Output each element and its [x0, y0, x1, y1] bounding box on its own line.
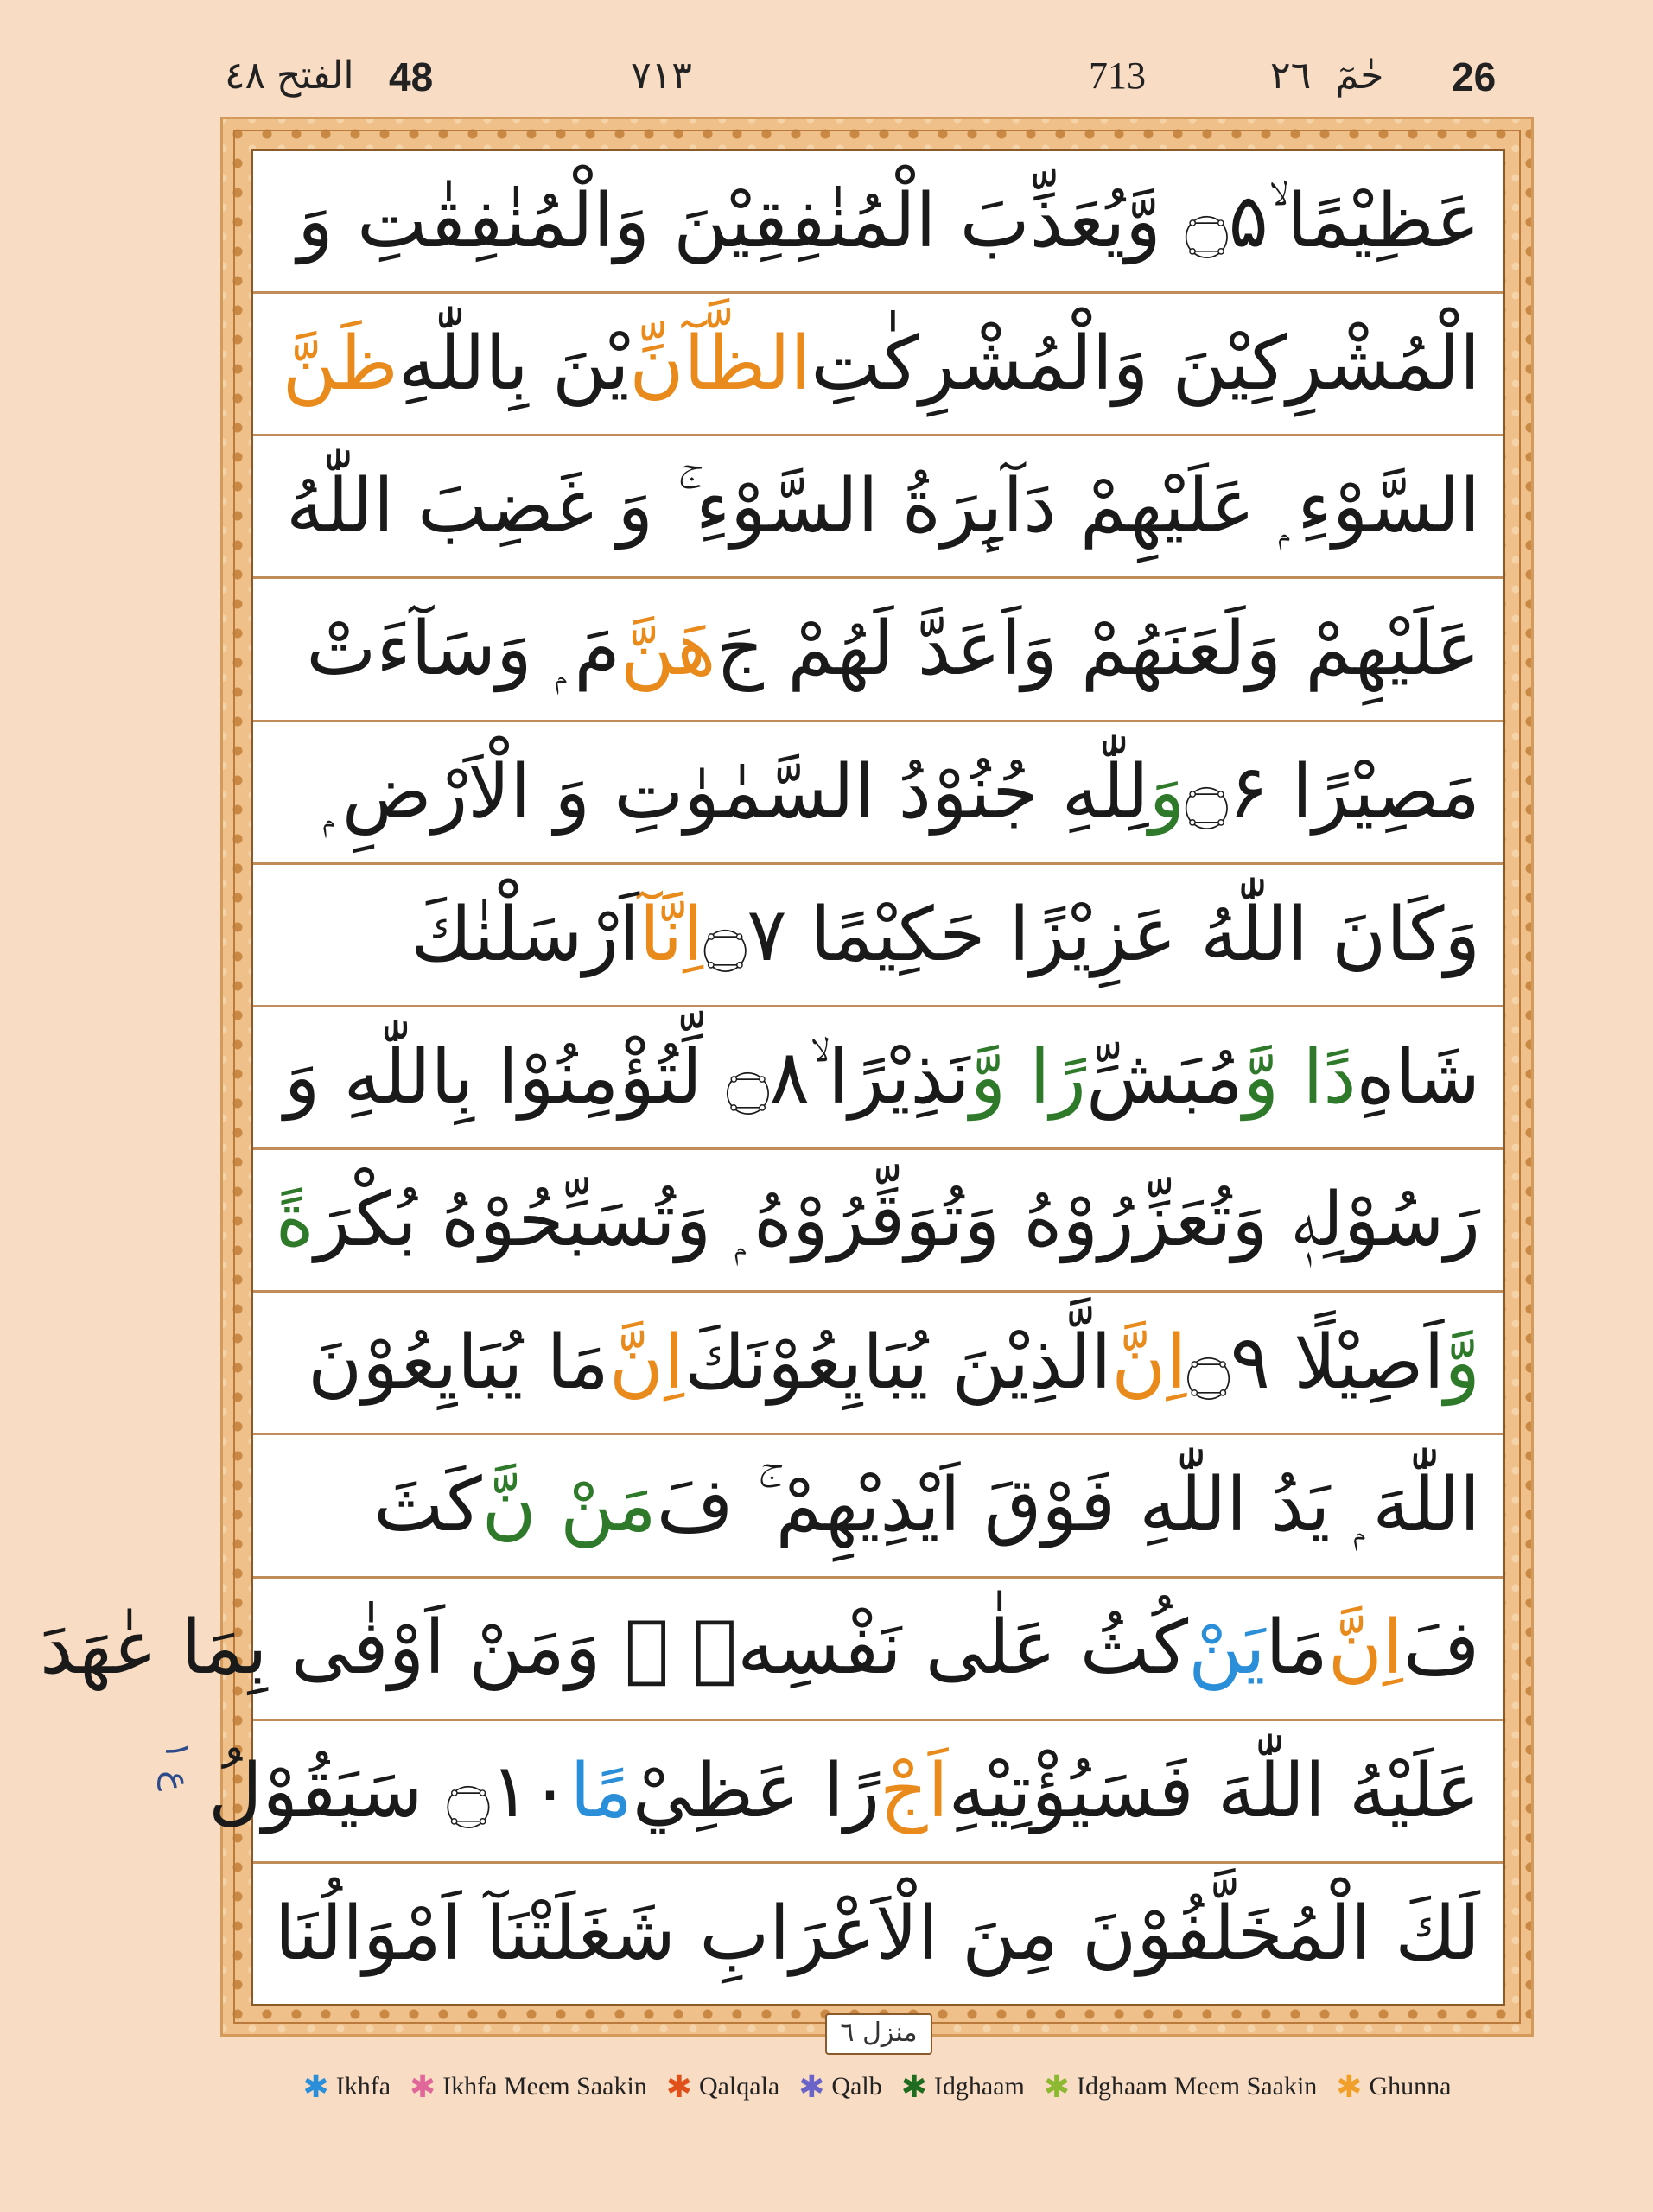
legend-label: Ikhfa Meem Saakin [442, 2072, 647, 2101]
text-segment: اِنَّ [1111, 1319, 1187, 1407]
text-segment: مَا يُبَايِعُوْنَ [308, 1319, 609, 1407]
text-segment: يْنَ بِاللّٰهِ [397, 321, 630, 408]
text-segment: فَ [1402, 1605, 1480, 1692]
text-segment: وَّ [1444, 1319, 1480, 1407]
text-segment: مَا [1265, 1605, 1328, 1692]
text-line [253, 1007, 1503, 1150]
legend-star-icon: ✱ [900, 2069, 927, 2104]
text-segment: دًا وَّ [1243, 1033, 1357, 1121]
text-line [253, 294, 1503, 436]
text-segment: عَلَيْهِمْ وَلَعَنَهُمْ وَاَعَدَّ لَهُمْ جَ [715, 606, 1480, 693]
legend-star-icon: ✱ [798, 2069, 825, 2104]
text-segment: اِنَّ [608, 1319, 684, 1407]
juz-number: 26 [1452, 54, 1497, 99]
legend-label: Idghaam [933, 2072, 1025, 2101]
text-segment: اَرْسَلْنٰكَ [410, 891, 639, 978]
juz-name-ar: حٰمٓ [1335, 54, 1384, 98]
legend-star-icon: ✱ [410, 2069, 436, 2104]
text-segment: مُبَشِّ [1085, 1033, 1243, 1121]
legend-star-icon: ✱ [665, 2069, 692, 2104]
legend-item [798, 2071, 882, 2102]
text-segment: عَلَيْهُ اللّٰهَ فَسَيُؤْتِيْهِ [948, 1747, 1480, 1834]
text-segment: الظَّآنِّ [629, 321, 811, 408]
text-segment: اَصِيْلًا ۝۹ [1186, 1319, 1445, 1407]
text-segment: اِنَّآ [639, 891, 703, 978]
text-segment: مَصِيْرًا ۝۶ [1185, 748, 1480, 836]
legend-label: Ikhfa [335, 2072, 391, 2101]
text-line [253, 1150, 1503, 1293]
text-line [253, 1293, 1503, 1435]
legend-item [1044, 2071, 1317, 2102]
legend-label: Qalb [831, 2072, 882, 2101]
ruku-mark: ع ۱ [157, 1741, 197, 1792]
text-segment: رًا وَّ [970, 1033, 1086, 1121]
juz-number-ar: ٢٦ [1270, 54, 1312, 98]
text-segment: مًا [569, 1747, 633, 1834]
text-segment: اَجْ [880, 1747, 949, 1834]
legend-star-icon: ✱ [1043, 2069, 1071, 2104]
legend-label: Ghunna [1369, 2072, 1452, 2101]
text-line [253, 436, 1503, 579]
page-number: 713 [1089, 54, 1146, 97]
legend-item [901, 2071, 1025, 2102]
legend-item [410, 2071, 647, 2102]
text-line [253, 1435, 1503, 1578]
text-segment: شَاهِ [1356, 1033, 1480, 1121]
surah-number: 48 [389, 54, 434, 99]
text-segment: مَنْ نَّ [481, 1462, 657, 1549]
text-segment: يَنْ [1188, 1605, 1266, 1692]
text-line [253, 1864, 1503, 2004]
text-segment: كَثَ [373, 1462, 482, 1549]
legend-label: Idghaam Meem Saakin [1077, 2072, 1318, 2101]
text-segment: رَسُوْلِهٖ وَتُعَزِّرُوْهُ وَتُوَقِّرُوْهُ ۭ وَتُسَبِّحُوْهُ بُكْرَ [314, 1177, 1480, 1264]
text-segment: لَكَ الْمُخَلَّفُوْنَ مِنَ الْاَعْرَابِ شَغَلَتْنَآ اَمْوَالُنَا [274, 1890, 1480, 1977]
text-segment: ۝۱۰ سَيَقُوْلُ [208, 1747, 570, 1834]
text-segment: نَذِيْرًا ۙ۝۸ لِّتُؤْمِنُوْا بِاللّٰهِ وَ [283, 1033, 970, 1121]
tajweed-legend [220, 2061, 1534, 2113]
text-segment: لِلّٰهِ جُنُوْدُ السَّمٰوٰتِ وَ الْاَرْضِ ۭ [323, 748, 1149, 836]
text-segment: وَكَانَ اللّٰهُ عَزِيْزًا حَكِيْمًا ۝۷ [703, 891, 1480, 978]
text-segment: وَ [1148, 748, 1186, 836]
text-line [40, 1579, 1503, 1721]
legend-item [666, 2071, 779, 2102]
legend-label: Qalqala [698, 2072, 780, 2101]
text-segment: اِنَّ [1327, 1605, 1403, 1692]
page-number-ar: ٧١٣ [631, 54, 692, 97]
text-segment: ةً [275, 1177, 315, 1264]
text-segment: هَنَّ [620, 606, 716, 693]
text-segment: رًا عَظِيْ [632, 1747, 881, 1834]
legend-star-icon: ✱ [302, 2069, 329, 2104]
text-segment: اللّٰهَ ۭ يَدُ اللّٰهِ فَوْقَ اَيْدِيْهِمْ ۚ فَ [656, 1462, 1480, 1549]
text-line [253, 151, 1503, 294]
text-line [208, 1721, 1503, 1864]
page-header [225, 54, 1538, 114]
legend-item [1336, 2071, 1451, 2102]
text-segment: الْمُشْرِكِيْنَ وَالْمُشْرِكٰتِ [811, 321, 1480, 408]
text-segment: السَّوْءِ ۭ عَلَيْهِمْ دَآىِٕرَةُ السَّوْءِ ۚ وَ غَضِبَ اللّٰهُ [286, 463, 1480, 550]
legend-item [303, 2071, 391, 2102]
legend-star-icon: ✱ [1336, 2069, 1363, 2104]
surah-number-ar: ٤٨ [225, 54, 266, 98]
text-segment: الَّذِيْنَ يُبَايِعُوْنَكَ [683, 1319, 1112, 1407]
text-segment: مَ ۭ وَسَآءَتْ [306, 606, 620, 693]
manzil-label: منزل ٦ [825, 2013, 932, 2055]
surah-name-ar: الفتح [277, 54, 354, 98]
text-segment: ظَنَّ [282, 321, 398, 408]
text-segment: عَظِيْمًا ۙ۝۵ وَّيُعَذِّبَ الْمُنٰفِقِيْنَ وَالْمُنٰفِقٰتِ وَ [297, 177, 1480, 264]
text-line [253, 722, 1503, 865]
text-line [253, 579, 1503, 721]
text-segment: كُثُ عَلٰى نَفْسِهٖ ۚ وَمَنْ اَوْفٰى بِمَا عٰهَدَ [40, 1605, 1189, 1692]
text-line [253, 865, 1503, 1007]
